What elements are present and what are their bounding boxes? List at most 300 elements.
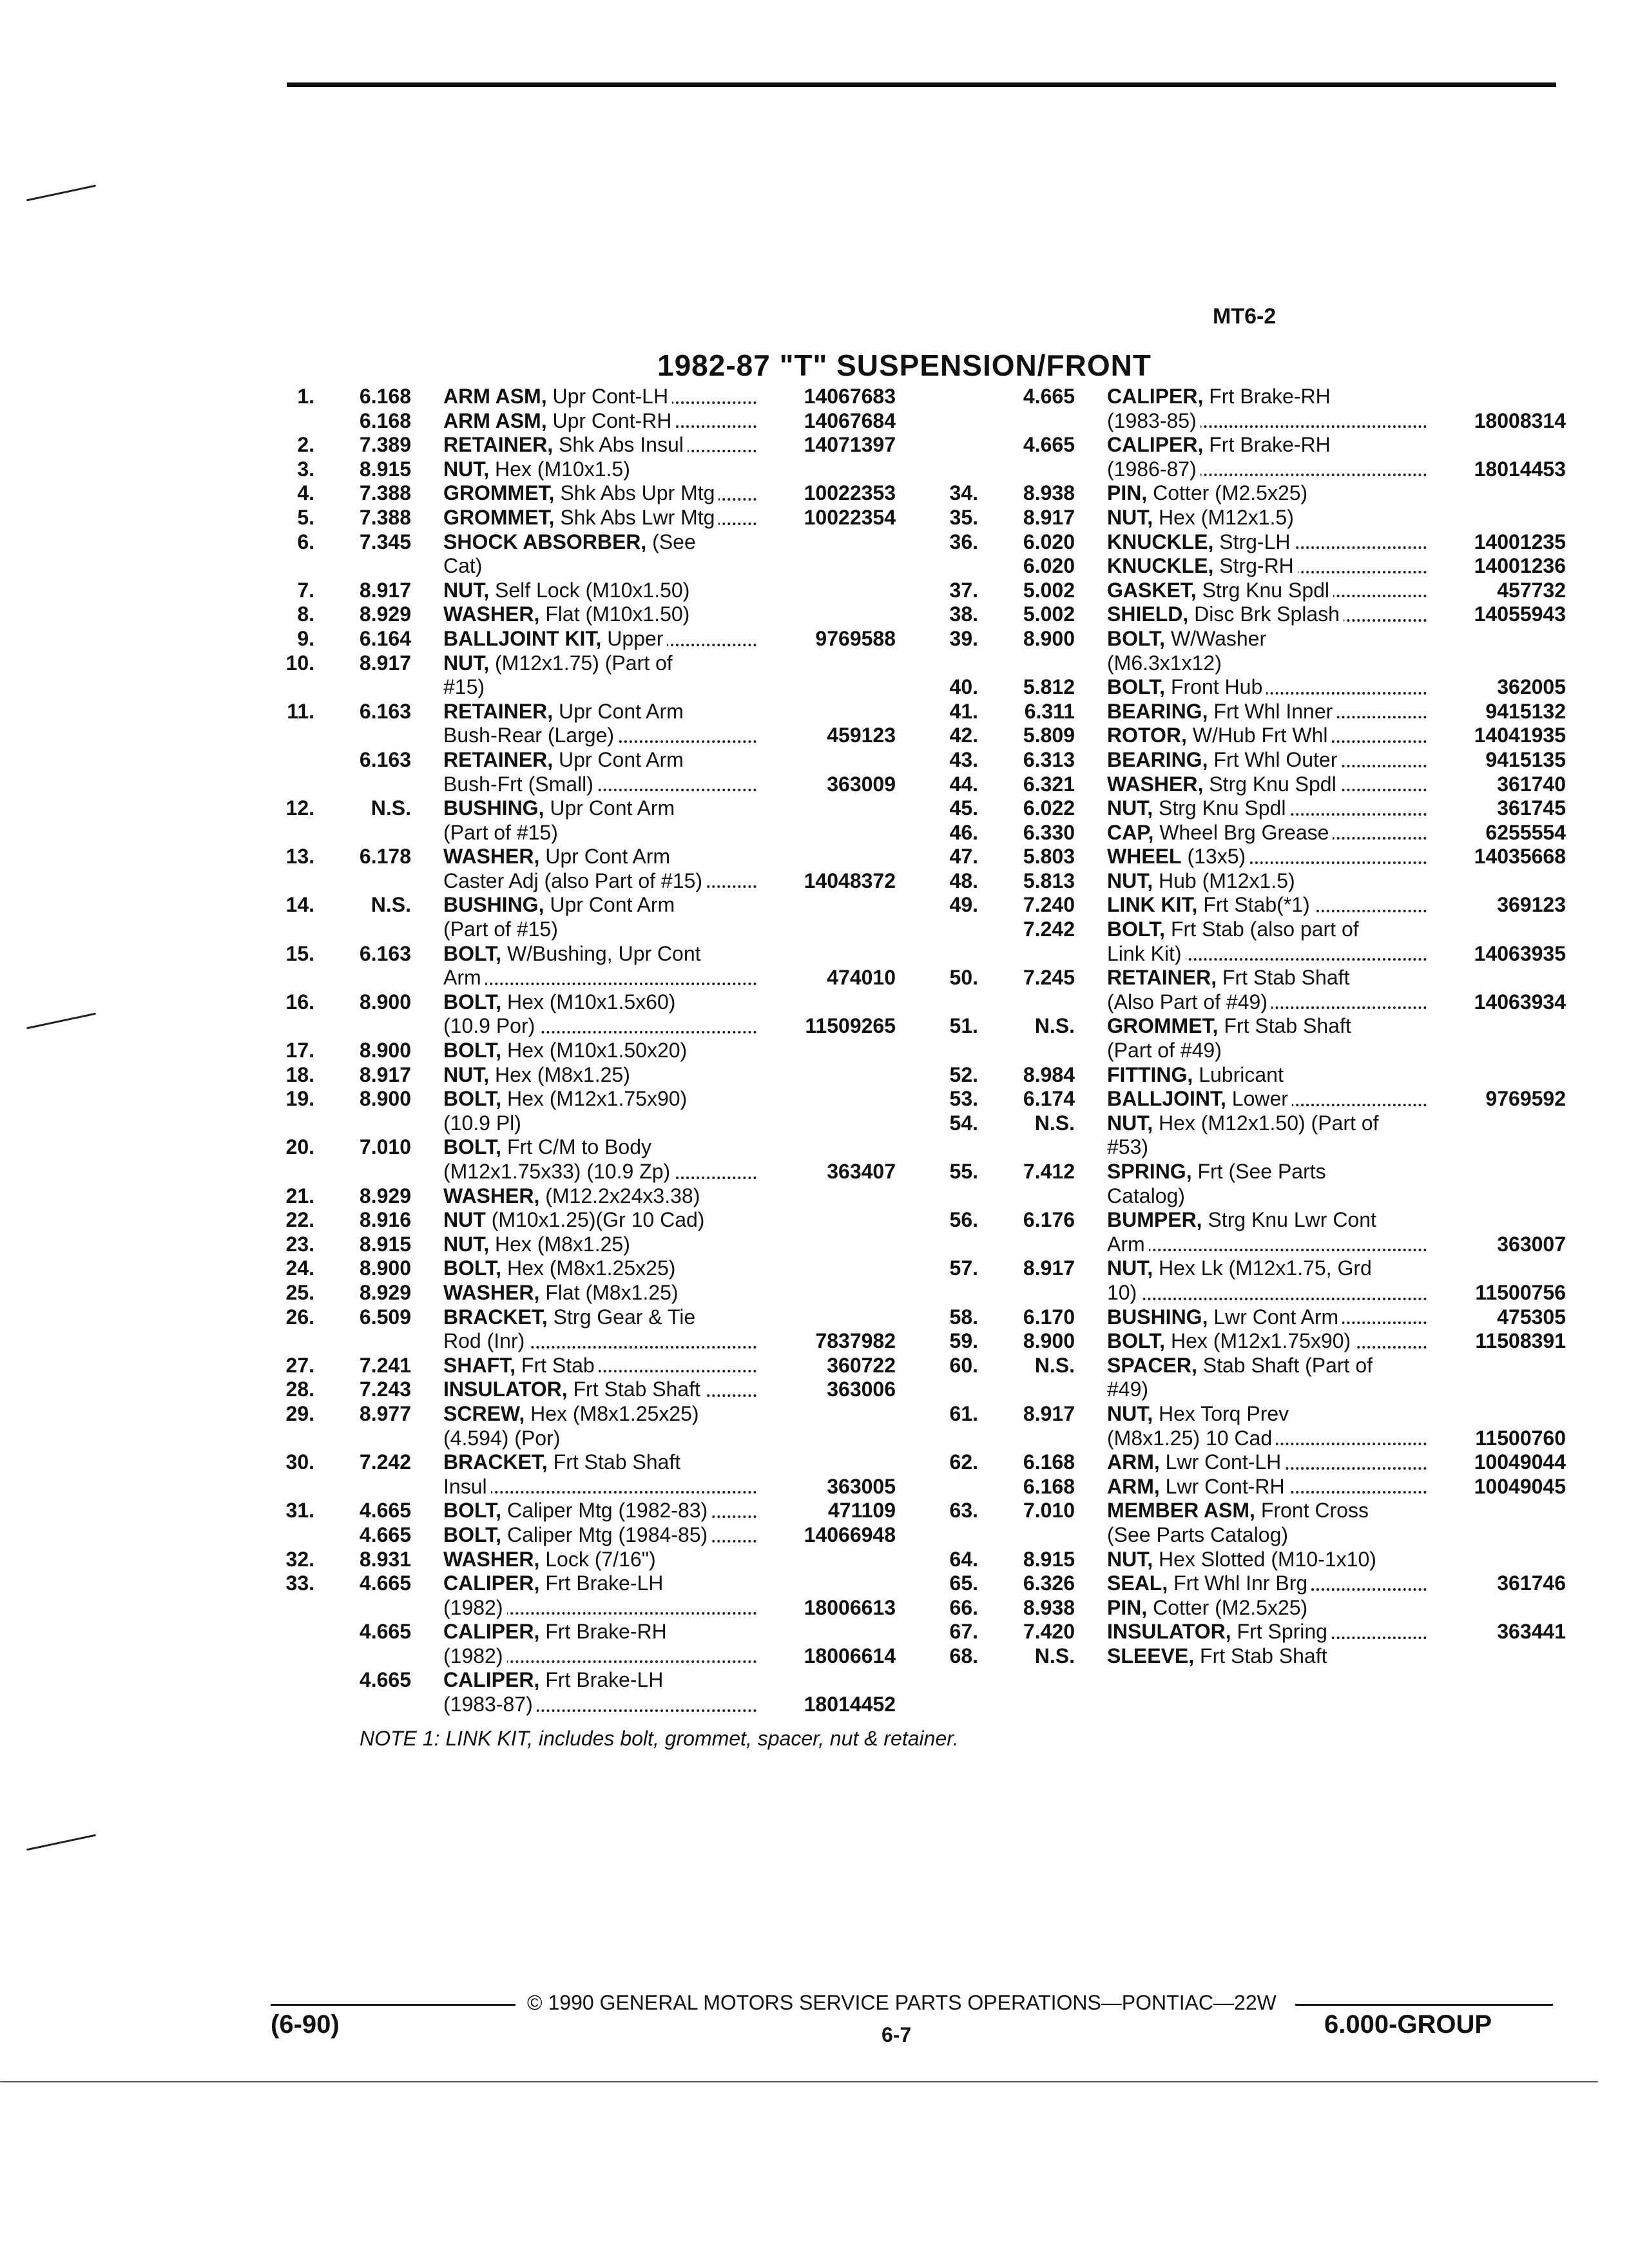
part-description [411, 602, 757, 627]
part-description [411, 1329, 757, 1354]
part-detail: Upr Cont Arm [544, 893, 675, 917]
item-number: 19. [285, 1087, 314, 1111]
part-number [1427, 1208, 1566, 1233]
group-number: 8.900 [1023, 1329, 1075, 1353]
part-description [411, 724, 757, 748]
group-number: N.S. [1034, 1644, 1075, 1667]
part-description [411, 1063, 757, 1088]
part-row [258, 918, 896, 942]
part-detail: Front Cross [1255, 1499, 1369, 1523]
part-number: 11508391 [1427, 1329, 1566, 1354]
item-number [921, 433, 978, 457]
part-detail: (Also Part of #49) [1107, 990, 1268, 1014]
group-number: 8.938 [1023, 1595, 1075, 1619]
group-number: 7.389 [359, 433, 411, 457]
item-number: 22. [285, 1208, 314, 1232]
part-row [258, 602, 896, 627]
item-number: 9. [297, 626, 314, 650]
item-number [258, 1329, 314, 1354]
part-name: BUSHING, [1107, 1305, 1208, 1329]
part-description [1075, 1450, 1427, 1475]
part-detail: Strg-RH [1213, 554, 1294, 578]
part-number [757, 918, 896, 942]
group-number: 5.002 [1023, 578, 1075, 602]
part-row [258, 1450, 896, 1475]
part-description [1075, 918, 1427, 942]
part-row [921, 869, 1566, 894]
group-number: 8.929 [359, 602, 411, 626]
page-title: 1982-87 "T" SUSPENSION/FRONT [657, 349, 1152, 382]
part-number [1427, 1111, 1566, 1136]
part-detail: Strg Gear & Tie [547, 1305, 696, 1329]
group-number: 4.665 [359, 1668, 411, 1692]
item-number [258, 1596, 314, 1620]
part-row [258, 1644, 896, 1669]
part-name: NUT, [1107, 1401, 1153, 1425]
group-number [314, 675, 411, 700]
part-description [411, 1548, 757, 1572]
part-row [258, 457, 896, 482]
part-detail: Hex (M10x1.5x60) [501, 990, 676, 1014]
part-number: 14067683 [757, 385, 896, 409]
part-row [258, 1329, 896, 1354]
part-detail: #15) [443, 675, 485, 699]
group-number: 4.665 [1023, 385, 1075, 408]
item-number: 32. [285, 1547, 314, 1571]
part-row [258, 869, 896, 894]
part-row [258, 1111, 896, 1136]
part-detail: W/Washer [1165, 626, 1267, 650]
part-detail: Caliper Mtg (1984-85) [501, 1523, 708, 1546]
part-name: BRACKET, [443, 1305, 548, 1329]
part-row [258, 1402, 896, 1427]
group-number: 7.242 [1023, 918, 1075, 941]
part-description [411, 1039, 757, 1063]
part-name: NUT, [1107, 1256, 1153, 1280]
part-number [1427, 1135, 1566, 1160]
group-number: 8.929 [359, 1184, 411, 1207]
part-name: PIN, [1107, 1595, 1148, 1619]
part-name: CALIPER, [443, 1668, 540, 1692]
part-row [258, 1378, 896, 1402]
part-description [1075, 1233, 1427, 1257]
part-detail: (M8x1.25) 10 Cad [1107, 1426, 1273, 1450]
footnote: NOTE 1: LINK KIT, includes bolt, grommet, spacer, nut & retainer. [360, 1727, 959, 1750]
group-number: 6.163 [359, 747, 411, 771]
item-number: 20. [285, 1135, 314, 1159]
part-description [411, 1111, 757, 1136]
item-number: 56. [949, 1208, 978, 1232]
part-description [411, 457, 757, 482]
part-name: GROMMET, [443, 481, 555, 505]
group-number [314, 1596, 411, 1620]
part-row [921, 942, 1566, 966]
part-detail: Frt Stab Shaft [567, 1378, 700, 1401]
part-description [1075, 990, 1427, 1015]
item-number: 17. [285, 1039, 314, 1062]
part-description [1075, 651, 1427, 676]
part-detail: Flat (M8x1.25) [539, 1280, 679, 1304]
part-description [411, 966, 757, 990]
item-number [258, 1620, 314, 1644]
part-name: SPRING, [1107, 1160, 1192, 1183]
part-number: 11500756 [1427, 1281, 1566, 1305]
part-row [258, 1014, 896, 1039]
item-number: 28. [285, 1378, 314, 1401]
part-row [921, 1184, 1566, 1209]
part-detail: Lwr Cont-RH [1159, 1474, 1285, 1498]
item-number: 51. [949, 1014, 978, 1038]
part-description [411, 990, 757, 1015]
part-name: GROMMET, [1107, 1014, 1219, 1038]
part-row [258, 893, 896, 918]
part-number: 18014453 [1427, 457, 1566, 482]
part-row [921, 481, 1566, 506]
group-number: 4.665 [359, 1571, 411, 1595]
item-number [921, 409, 978, 434]
part-number [757, 1427, 896, 1451]
part-description [411, 1450, 757, 1475]
part-detail: Frt Stab Shaft [1194, 1644, 1327, 1667]
part-detail: Frt Stab (also part of [1165, 918, 1359, 941]
part-description [411, 1014, 757, 1039]
item-number: 36. [949, 530, 978, 553]
group-number: 4.665 [1023, 433, 1075, 457]
part-detail: Frt Whl Outer [1208, 747, 1338, 771]
item-number [921, 554, 978, 579]
group-number: N.S. [1034, 1014, 1075, 1038]
part-detail: Frt Brake-RH [539, 1620, 667, 1644]
group-number: 6.326 [1023, 1571, 1075, 1595]
part-detail: Strg Knu Spdl [1153, 796, 1286, 820]
part-number [757, 821, 896, 845]
part-description [411, 700, 757, 724]
scan-mark [26, 185, 96, 202]
item-number [258, 1644, 314, 1669]
group-number: 6.509 [359, 1305, 411, 1329]
part-detail: Strg Knu Spdl [1196, 578, 1330, 602]
part-name: BALLJOINT KIT, [443, 626, 602, 650]
group-number [978, 1523, 1075, 1548]
part-row [921, 1256, 1566, 1281]
part-detail: Flat (M10x1.50) [539, 602, 690, 626]
part-detail: Frt C/M to Body [501, 1135, 651, 1159]
part-detail: Catalog) [1107, 1184, 1185, 1207]
part-row [258, 700, 896, 724]
item-number [258, 1668, 314, 1693]
part-row [921, 1523, 1566, 1548]
part-row [921, 1329, 1566, 1354]
part-detail: Frt Brake-LH [539, 1668, 664, 1692]
part-number [757, 1184, 896, 1209]
footer-date: (6-90) [271, 2010, 340, 2039]
part-row [921, 433, 1566, 457]
part-number [757, 1548, 896, 1572]
group-number: 8.900 [359, 1039, 411, 1062]
part-detail: (10.9 Pl) [443, 1111, 521, 1135]
part-row [921, 579, 1566, 603]
part-row [921, 1548, 1566, 1572]
item-number [258, 1523, 314, 1548]
part-name: GROMMET, [443, 505, 555, 529]
part-number: 363007 [1427, 1233, 1566, 1257]
group-number: 7.420 [1023, 1620, 1075, 1644]
part-detail: Hex Slotted (M10-1x10) [1153, 1547, 1376, 1571]
part-number: 14063934 [1427, 990, 1566, 1015]
part-number: 14041935 [1427, 724, 1566, 748]
part-number [757, 748, 896, 773]
part-name: NUT, [1107, 1111, 1153, 1135]
part-description [1075, 1039, 1427, 1063]
part-description [411, 1233, 757, 1257]
part-name: FITTING, [1107, 1062, 1193, 1086]
group-number [314, 918, 411, 942]
part-row [921, 602, 1566, 627]
group-number [314, 1475, 411, 1499]
part-detail: W/Bushing, Upr Cont [501, 941, 701, 965]
part-name: BRACKET, [443, 1450, 548, 1474]
part-row [921, 1233, 1566, 1257]
part-description [1075, 1329, 1427, 1354]
part-row [921, 990, 1566, 1015]
copyright-line: © 1990 GENERAL MOTORS SERVICE PARTS OPERATIONS—PONTIAC—22W [527, 1991, 1277, 2014]
part-detail: Frt (See Parts [1191, 1160, 1326, 1183]
part-detail: Shk Abs Insul [553, 433, 684, 457]
group-number: 6.176 [1023, 1208, 1075, 1232]
item-number [921, 1039, 978, 1063]
part-description [1075, 893, 1427, 918]
part-number [757, 1039, 896, 1063]
part-number [757, 1571, 896, 1596]
item-number: 4. [297, 481, 314, 505]
part-row [258, 821, 896, 845]
part-name: PIN, [1107, 481, 1148, 505]
part-number: 14066948 [757, 1523, 896, 1548]
part-detail: (M12x1.75) (Part of [489, 651, 673, 675]
part-number: 475305 [1427, 1305, 1566, 1330]
part-detail: (M10x1.25)(Gr 10 Cad) [485, 1208, 705, 1232]
group-number: 7.010 [1023, 1499, 1075, 1523]
part-description [411, 773, 757, 797]
part-number: 14055943 [1427, 602, 1566, 627]
part-detail: #49) [1107, 1378, 1149, 1401]
group-number: 8.977 [359, 1401, 411, 1425]
group-number [978, 1378, 1075, 1402]
part-detail: (1982) [443, 1595, 503, 1619]
part-description [411, 1620, 757, 1644]
part-name: ARM ASM, [443, 408, 547, 432]
part-number [1427, 966, 1566, 990]
part-description [411, 1523, 757, 1548]
group-number: 5.809 [1023, 724, 1075, 747]
group-number: 5.812 [1023, 675, 1075, 699]
item-number: 41. [949, 699, 978, 723]
item-number: 1. [297, 385, 314, 408]
part-row [921, 1644, 1566, 1669]
part-row [921, 1281, 1566, 1305]
item-number [258, 1693, 314, 1717]
part-detail: Hex (M12x1.75x90) [1165, 1329, 1351, 1353]
part-number [1427, 1499, 1566, 1523]
part-row [258, 1571, 896, 1596]
item-number: 31. [285, 1499, 314, 1523]
part-number: 363407 [757, 1160, 896, 1184]
part-detail: W/Hub Frt Whl [1186, 724, 1328, 747]
part-description [411, 579, 757, 603]
part-number [757, 1450, 896, 1475]
part-number [1427, 506, 1566, 530]
part-row [258, 506, 896, 530]
part-row [258, 1354, 896, 1378]
part-row [921, 1499, 1566, 1523]
part-row [921, 651, 1566, 676]
item-number: 58. [949, 1305, 978, 1329]
part-row [921, 554, 1566, 579]
part-number [1427, 1014, 1566, 1039]
group-number: 5.813 [1023, 869, 1075, 892]
dot-leader [443, 983, 757, 985]
part-description [1075, 796, 1427, 821]
part-number [757, 1620, 896, 1644]
part-name: WASHER, [443, 1184, 540, 1207]
item-number: 15. [285, 941, 314, 965]
part-description [411, 821, 757, 845]
part-row [258, 1087, 896, 1111]
part-number: 18006613 [757, 1596, 896, 1620]
item-number: 21. [285, 1184, 314, 1207]
group-number: N.S. [371, 893, 411, 917]
part-detail: Lubricant [1193, 1062, 1284, 1086]
group-number: 7.412 [1023, 1160, 1075, 1183]
part-number [757, 845, 896, 869]
part-row [921, 1111, 1566, 1136]
item-number [258, 1014, 314, 1039]
part-description [1075, 627, 1427, 651]
part-description [1075, 1548, 1427, 1572]
part-detail: Frt Stab [516, 1353, 595, 1377]
part-name: NUT [443, 1208, 486, 1232]
part-detail: Hex Torq Prev [1153, 1401, 1289, 1425]
part-detail: Hex (M12x1.5) [1153, 505, 1294, 529]
part-row [921, 796, 1566, 821]
item-number: 65. [949, 1571, 978, 1595]
item-number: 45. [949, 796, 978, 820]
part-description [1075, 457, 1427, 482]
part-name: NUT, [443, 1062, 490, 1086]
part-description [1075, 724, 1427, 748]
part-row [258, 385, 896, 409]
item-number: 5. [297, 505, 314, 529]
part-number [757, 942, 896, 966]
part-name: ARM, [1107, 1450, 1160, 1474]
group-number [314, 554, 411, 579]
part-detail: Front Hub [1165, 675, 1263, 699]
part-name: GASKET, [1107, 578, 1197, 602]
part-name: INSULATOR, [1107, 1620, 1231, 1644]
part-row [921, 1402, 1566, 1427]
item-number: 37. [949, 578, 978, 602]
part-detail: Wheel Brg Grease [1153, 820, 1329, 844]
part-description [1075, 1208, 1427, 1233]
part-name: NUT, [1107, 869, 1153, 892]
part-name: ARM, [1107, 1474, 1160, 1498]
part-detail: (4.594) (Por) [443, 1426, 561, 1450]
part-description [1075, 1427, 1427, 1451]
part-row [258, 1596, 896, 1620]
part-detail: (M12.2x24x3.38) [539, 1184, 700, 1207]
item-number: 47. [949, 845, 978, 869]
group-number: 8.917 [1023, 505, 1075, 529]
part-name: BUSHING, [443, 893, 545, 917]
item-number: 54. [949, 1111, 978, 1135]
group-number: 7.240 [1023, 893, 1075, 917]
part-description [1075, 1063, 1427, 1088]
part-description [1075, 773, 1427, 797]
part-number [757, 602, 896, 627]
group-number [978, 651, 1075, 676]
part-description [1075, 1354, 1427, 1378]
part-description [411, 1571, 757, 1596]
item-number [921, 457, 978, 482]
part-name: CAP, [1107, 820, 1154, 844]
part-name: SLEEVE, [1107, 1644, 1195, 1667]
part-description [1075, 675, 1427, 700]
part-row [921, 700, 1566, 724]
part-detail: Disc Brk Splash [1188, 602, 1340, 626]
part-name: WHEEL [1107, 845, 1182, 869]
part-row [258, 481, 896, 506]
part-row [258, 1427, 896, 1451]
part-number: 11500760 [1427, 1427, 1566, 1451]
part-description [1075, 966, 1427, 990]
item-number [921, 990, 978, 1015]
part-row [921, 385, 1566, 409]
part-detail: (1983-85) [1107, 408, 1197, 432]
part-row [258, 1063, 896, 1088]
group-number: 5.803 [1023, 845, 1075, 869]
part-row [921, 1596, 1566, 1620]
part-name: LINK KIT, [1107, 893, 1198, 917]
part-detail: Lwr Cont-LH [1159, 1450, 1282, 1474]
group-number: 6.311 [1024, 699, 1075, 723]
part-name: NUT, [443, 457, 490, 481]
part-detail: Frt Whl Inner [1208, 699, 1333, 723]
part-detail: (M6.3x1x12) [1107, 651, 1222, 675]
part-row [258, 1305, 896, 1330]
part-detail: Frt Stab Shaft [547, 1450, 681, 1474]
part-name: SHOCK ABSORBER, [443, 530, 647, 553]
group-number: 6.163 [359, 941, 411, 965]
part-number [757, 579, 896, 603]
part-name: NUT, [443, 651, 490, 675]
part-name: NUT, [1107, 796, 1153, 820]
group-number: 5.002 [1023, 602, 1075, 626]
group-number [978, 1039, 1075, 1063]
part-number: 18006614 [757, 1644, 896, 1669]
item-number [258, 918, 314, 942]
dot-leader [1107, 1249, 1427, 1251]
part-detail: (1986-87) [1107, 457, 1197, 481]
part-row [921, 966, 1566, 990]
group-number: 6.168 [359, 408, 411, 432]
part-name: RETAINER, [1107, 966, 1217, 990]
group-number [314, 869, 411, 894]
part-row [921, 1208, 1566, 1233]
part-description [1075, 385, 1427, 409]
part-name: NUT, [443, 578, 490, 602]
part-detail: Lock (7/16") [539, 1547, 656, 1571]
part-row [921, 1305, 1566, 1330]
